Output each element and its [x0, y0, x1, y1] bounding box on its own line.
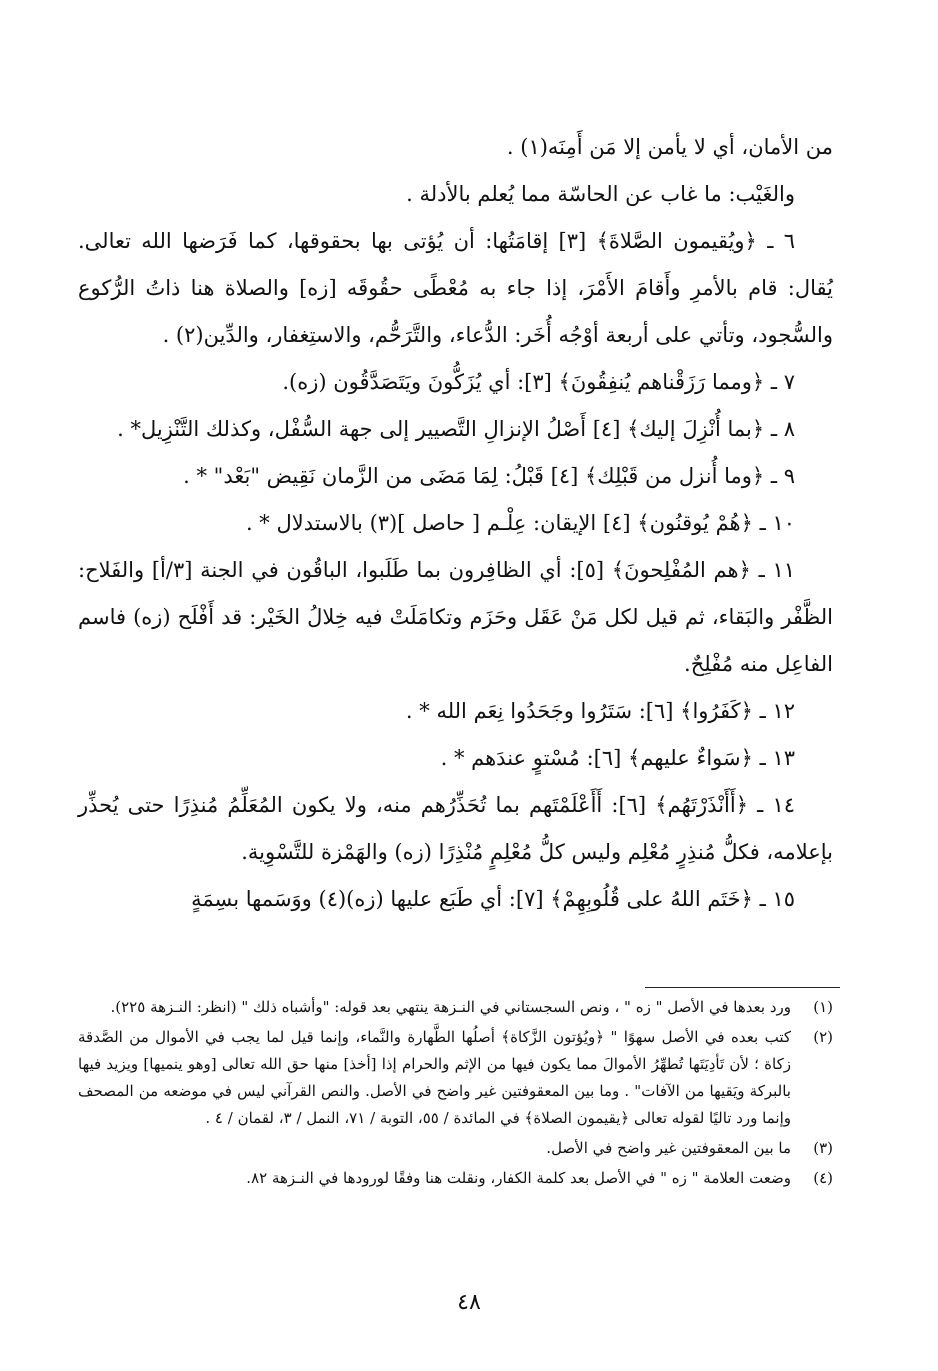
footnote-number: (١)	[813, 998, 833, 1016]
footnote	[78, 1024, 833, 1132]
footnote	[78, 994, 833, 1021]
entry-11: ١١ ـ ﴿هم المُفْلِحونَ﴾ [٥]: أي الظافِرون بما طَلَبوا، الباقُون في الجنة [٣/أ] والفَلاح: الظَّفْر والبَقاء، ثم قيل لكل مَنْ عَقَل وحَزَم وتكامَلَتْ فيه خِلالُ الخَيْر: قد أَفْلَح (زه) فاسم الفاعِل منه مُفْلِحٌ.	[78, 558, 833, 676]
entry-9: ٩ ـ ﴿وما أُنزل من قَبْلِك﴾ [٤] قَبْلُ: لِمَا مَضَى من الزَّمان نَقِيض "بَعْد" * .	[183, 464, 795, 488]
entry-15: ١٥ ـ ﴿خَتَم اللهُ على قُلُوبِهِمْ﴾ [٧]: أي طَبَع عليها (زه)(٤) ووَسَمها بسِمَةٍ	[191, 887, 795, 911]
entry-13: ١٣ ـ ﴿سَواءٌ عليهم﴾ [٦]: مُسْتوٍ عندَهم * .	[440, 746, 795, 770]
entry-8: ٨ ـ ﴿بما أُنْزِلَ إليك﴾ [٤] أَصْلُ الإنزالِ التَّصيير إلى جهة السُّفْل، وكذلك التَّنْزِيل* .	[117, 417, 795, 441]
footnote-text: كتب بعده في الأصل سهوًا " ﴿ويُؤتون الزَّكاة﴾ أصلُها الطَّهارة والنَّماء، وإنما قيل لما يجب في الأموال من الصَّدقة زكاة ؛ لأن تَأدِيَتَها تُطهِّرُ الأموالَ مما يكون فيها من الإثم والحرام إذا [أخذ] منها حق الله تعالى [وهو ينميها] ويزيد فيها بالبركة ويَقيها من الآفات" . وما بين المعقوفتين غير واضح في الأصل. والنص القرآني ليس في موضعه من المصحف وإنما ورد تاليًا لقوله تعالى ﴿يقيمون الصلاة﴾ في المائدة / ٥٥، التوبة / ٧١، النمل / ٣، لقمان / ٤ .	[78, 1028, 791, 1127]
footnote-text: ما بين المعقوفتين غير واضح في الأصل.	[546, 1139, 791, 1157]
entry-10: ١٠ ـ ﴿هُمْ يُوقنُون﴾ [٤] الإيقان: عِلْـم [ حاصل ](٣) بالاستدلال * .	[245, 511, 795, 535]
footnotes	[78, 994, 833, 1195]
entry-6: ٦ ـ ﴿ويُقيمون الصَّلاةَ﴾ [٣] إقامَتُها: أن يُؤتى بها بحقوقها، كما فَرَضها الله تعالى. يُقال: قام بالأمرِ وأَقامَ الأَمْرَ، إذا جاء به مُعْطًى حقُوقَه [زه] والصلاة هنا ذاتُ الرُّكوع والسُّجود، وتأتي على أربعة أوْجُه أُخَر: الدُّعاء، والتَّرَحُّم، والاستِغفار، والدِّين(٢) .	[78, 229, 833, 347]
footnote-number: (٢)	[813, 1028, 833, 1046]
footnote-separator	[645, 987, 840, 988]
entry-7: ٧ ـ ﴿ومما رَزَقْناهم يُنفِقُونَ﴾ [٣]: أي يُزَكُّونَ ويَتَصَدَّقُون (زه).	[282, 370, 795, 394]
footnote	[78, 1135, 833, 1162]
footnote-text: ورد بعدها في الأصل " زه " ، ونص السجستاني في النـزهة ينتهي بعد قوله: "وأشباه ذلك " (انظر: النـزهة ٢٢٥).	[110, 998, 791, 1016]
entry-12: ١٢ ـ ﴿كَفَرُوا﴾ [٦]: سَتَرُوا وجَحَدُوا نِعَم الله * .	[405, 699, 795, 723]
page-number: ٤٨	[457, 1290, 481, 1315]
main-text	[78, 124, 833, 923]
footnote-text: وضعت العلامة " زه " في الأصل بعد كلمة الكفار، ونقلت هنا وفقًا لورودها في النـزهة ٨٢.	[246, 1169, 791, 1187]
entry-14: ١٤ ـ ﴿أَأَنْذَرْتَهُم﴾ [٦]: أَأَعْلَمْتَهم بما تُحَذِّرُهم منه، ولا يكون المُعَلِّمُ مُنذِرًا حتى يُحذِّر بإعلامه، فكلُّ مُنذِرٍ مُعْلِم وليس كلُّ مُعْلِمٍ مُنْذِرًا (زه) والهَمْزة للتَّسْوِية.	[78, 793, 833, 864]
footnote-number: (٣)	[813, 1139, 833, 1157]
footnote	[78, 1165, 833, 1192]
paragraph-2: والغَيْب: ما غاب عن الحاسّة مما يُعلم بالأدلة .	[406, 182, 795, 206]
paragraph-1: من الأمان، أي لا يأمن إلا مَن أَمِنَه(١) .	[506, 135, 833, 159]
footnote-number: (٤)	[813, 1169, 833, 1187]
